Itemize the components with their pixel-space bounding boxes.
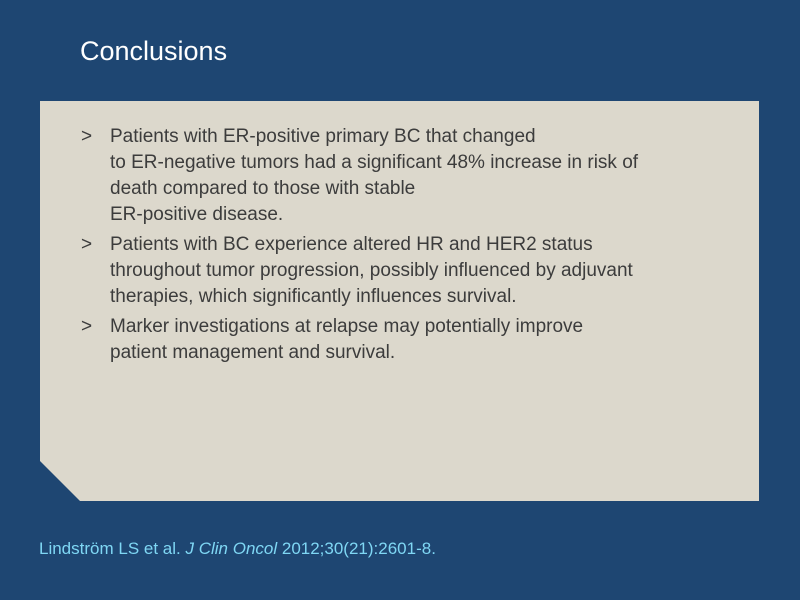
bullet-item-hr-her2-status [80,232,745,310]
citation-journal: J Clin Oncol [185,539,278,558]
bullet-item-er-status-change [80,124,745,228]
bullet-text-line: Patients with BC experience altered HR and HER2 status [110,234,593,255]
bullet-arrow-icon: > [81,316,93,337]
citation-details: 2012;30(21):2601-8. [281,539,436,558]
bullet-text-line: death compared to those with stable [110,178,416,199]
bullet-text-line: patient management and survival. [110,342,396,363]
conclusion-bullet-list [80,124,745,370]
citation [39,537,436,561]
bullet-text-line: Patients with ER-positive primary BC that changed [110,126,536,147]
citation-authors: Lindström LS et al. [39,539,181,558]
bullet-item-marker-investigations [80,314,745,366]
bullet-text-line: Marker investigations at relapse may potentially improve [110,316,584,337]
bullet-arrow-icon: > [81,126,93,147]
bullet-text-line: therapies, which significantly influences survival. [110,286,517,307]
slide-title: Conclusions [80,36,228,66]
bullet-text-line: throughout tumor progression, possibly influenced by adjuvant [110,260,633,281]
bullet-text-line: to ER-negative tumors had a significant 48% increase in risk of [110,152,639,173]
bullet-text-line: ER-positive disease. [110,204,284,225]
bullet-arrow-icon: > [81,234,93,255]
